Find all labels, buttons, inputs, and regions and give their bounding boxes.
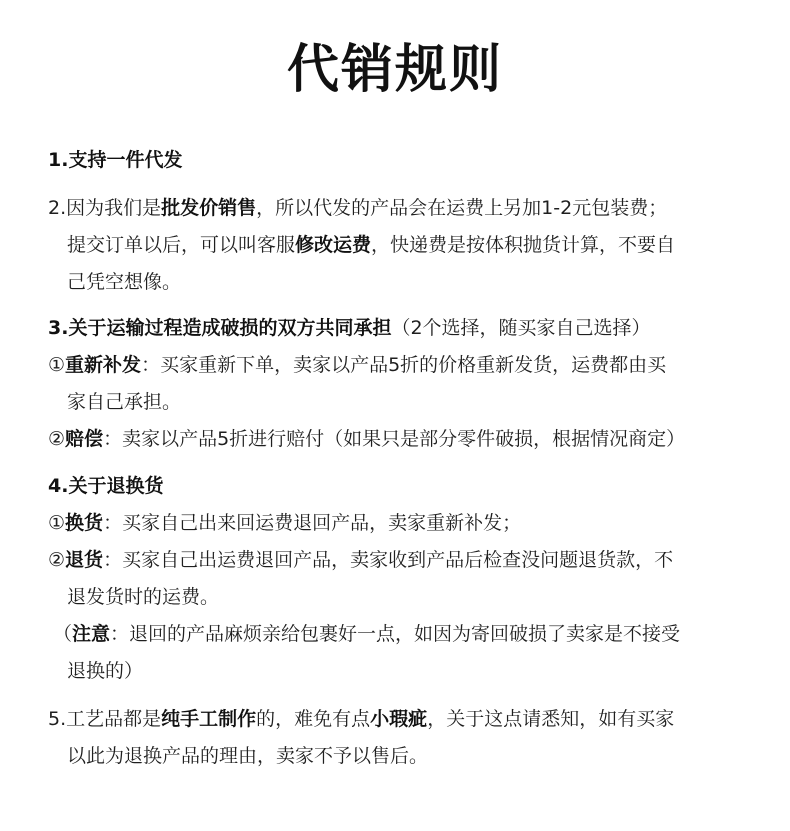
section-2-text: 提交订单以后，可以叫客服: [67, 234, 296, 256]
option-text: ：买家自己出来回运费退回产品，卖家重新补发；: [103, 512, 522, 534]
section-3-option-1-cont: 家自己承担。: [67, 391, 182, 413]
section-4-note-cont: 退换的）: [67, 660, 144, 682]
option-marker: ①: [48, 354, 66, 376]
section-4-note: [53, 621, 680, 647]
option-label: 换货: [65, 512, 104, 534]
note-open-paren: （: [53, 623, 73, 645]
section-2-text: 2.因为我们是: [48, 197, 162, 219]
section-2-text: ，快递费是按体积抛货计算，不要自: [371, 234, 676, 256]
section-5-emphasis: 小瑕疵: [370, 708, 428, 730]
section-1-heading: 1.支持一件代发: [48, 149, 183, 171]
option-marker: ①: [48, 512, 66, 534]
section-4-option-2: [48, 547, 673, 573]
section-2-emphasis: 批发价销售: [161, 197, 257, 219]
option-label: 重新补发: [65, 354, 142, 376]
section-4-option-2-cont: 退发货时的运费。: [67, 586, 220, 608]
section-3-option-1: [48, 352, 666, 378]
section-3-option-2: [48, 426, 685, 452]
option-text: ：买家重新下单，卖家以产品5折的价格重新发货，运费都由买: [141, 354, 667, 376]
section-5-text: ，关于这点请悉知，如有买家: [427, 708, 675, 730]
option-marker: ②: [48, 428, 66, 450]
section-4-option-1: [48, 510, 521, 536]
note-label: 注意: [72, 623, 111, 645]
section-3-heading: [48, 315, 651, 341]
section-2-emphasis: 修改运费: [295, 234, 372, 256]
option-text: ：买家自己出运费退回产品，卖家收到产品后检查没问题退货款，不: [103, 549, 674, 571]
section-5-text: 的，难免有点: [256, 708, 371, 730]
section-4-heading: 4.关于退换货: [48, 475, 164, 497]
option-label: 赔偿: [65, 428, 104, 450]
section-3-heading-note: （2个选择，随买家自己选择）: [391, 317, 651, 339]
section-5-line-2: 以此为退换产品的理由，卖家不予以售后。: [67, 745, 429, 767]
option-label: 退货: [65, 549, 104, 571]
option-text: ：卖家以产品5折进行赔付（如果只是部分零件破损，根据情况商定）: [103, 428, 686, 450]
section-5-emphasis: 纯手工制作: [161, 708, 257, 730]
page-title: 代销规则: [286, 40, 503, 100]
section-2-line-3: 己凭空想像。: [67, 271, 182, 293]
section-2-line-1: [48, 195, 667, 221]
section-3-heading-text: 3.关于运输过程造成破损的双方共同承担: [48, 317, 392, 339]
note-text: ：退回的产品麻烦亲给包裹好一点，如因为寄回破损了卖家是不接受: [110, 623, 681, 645]
section-2-text: ，所以代发的产品会在运费上另加1-2元包装费；: [256, 197, 668, 219]
section-5-line-1: [48, 706, 674, 732]
section-5-text: 5.工艺品都是: [48, 708, 162, 730]
option-marker: ②: [48, 549, 66, 571]
section-2-line-2: [67, 232, 675, 258]
